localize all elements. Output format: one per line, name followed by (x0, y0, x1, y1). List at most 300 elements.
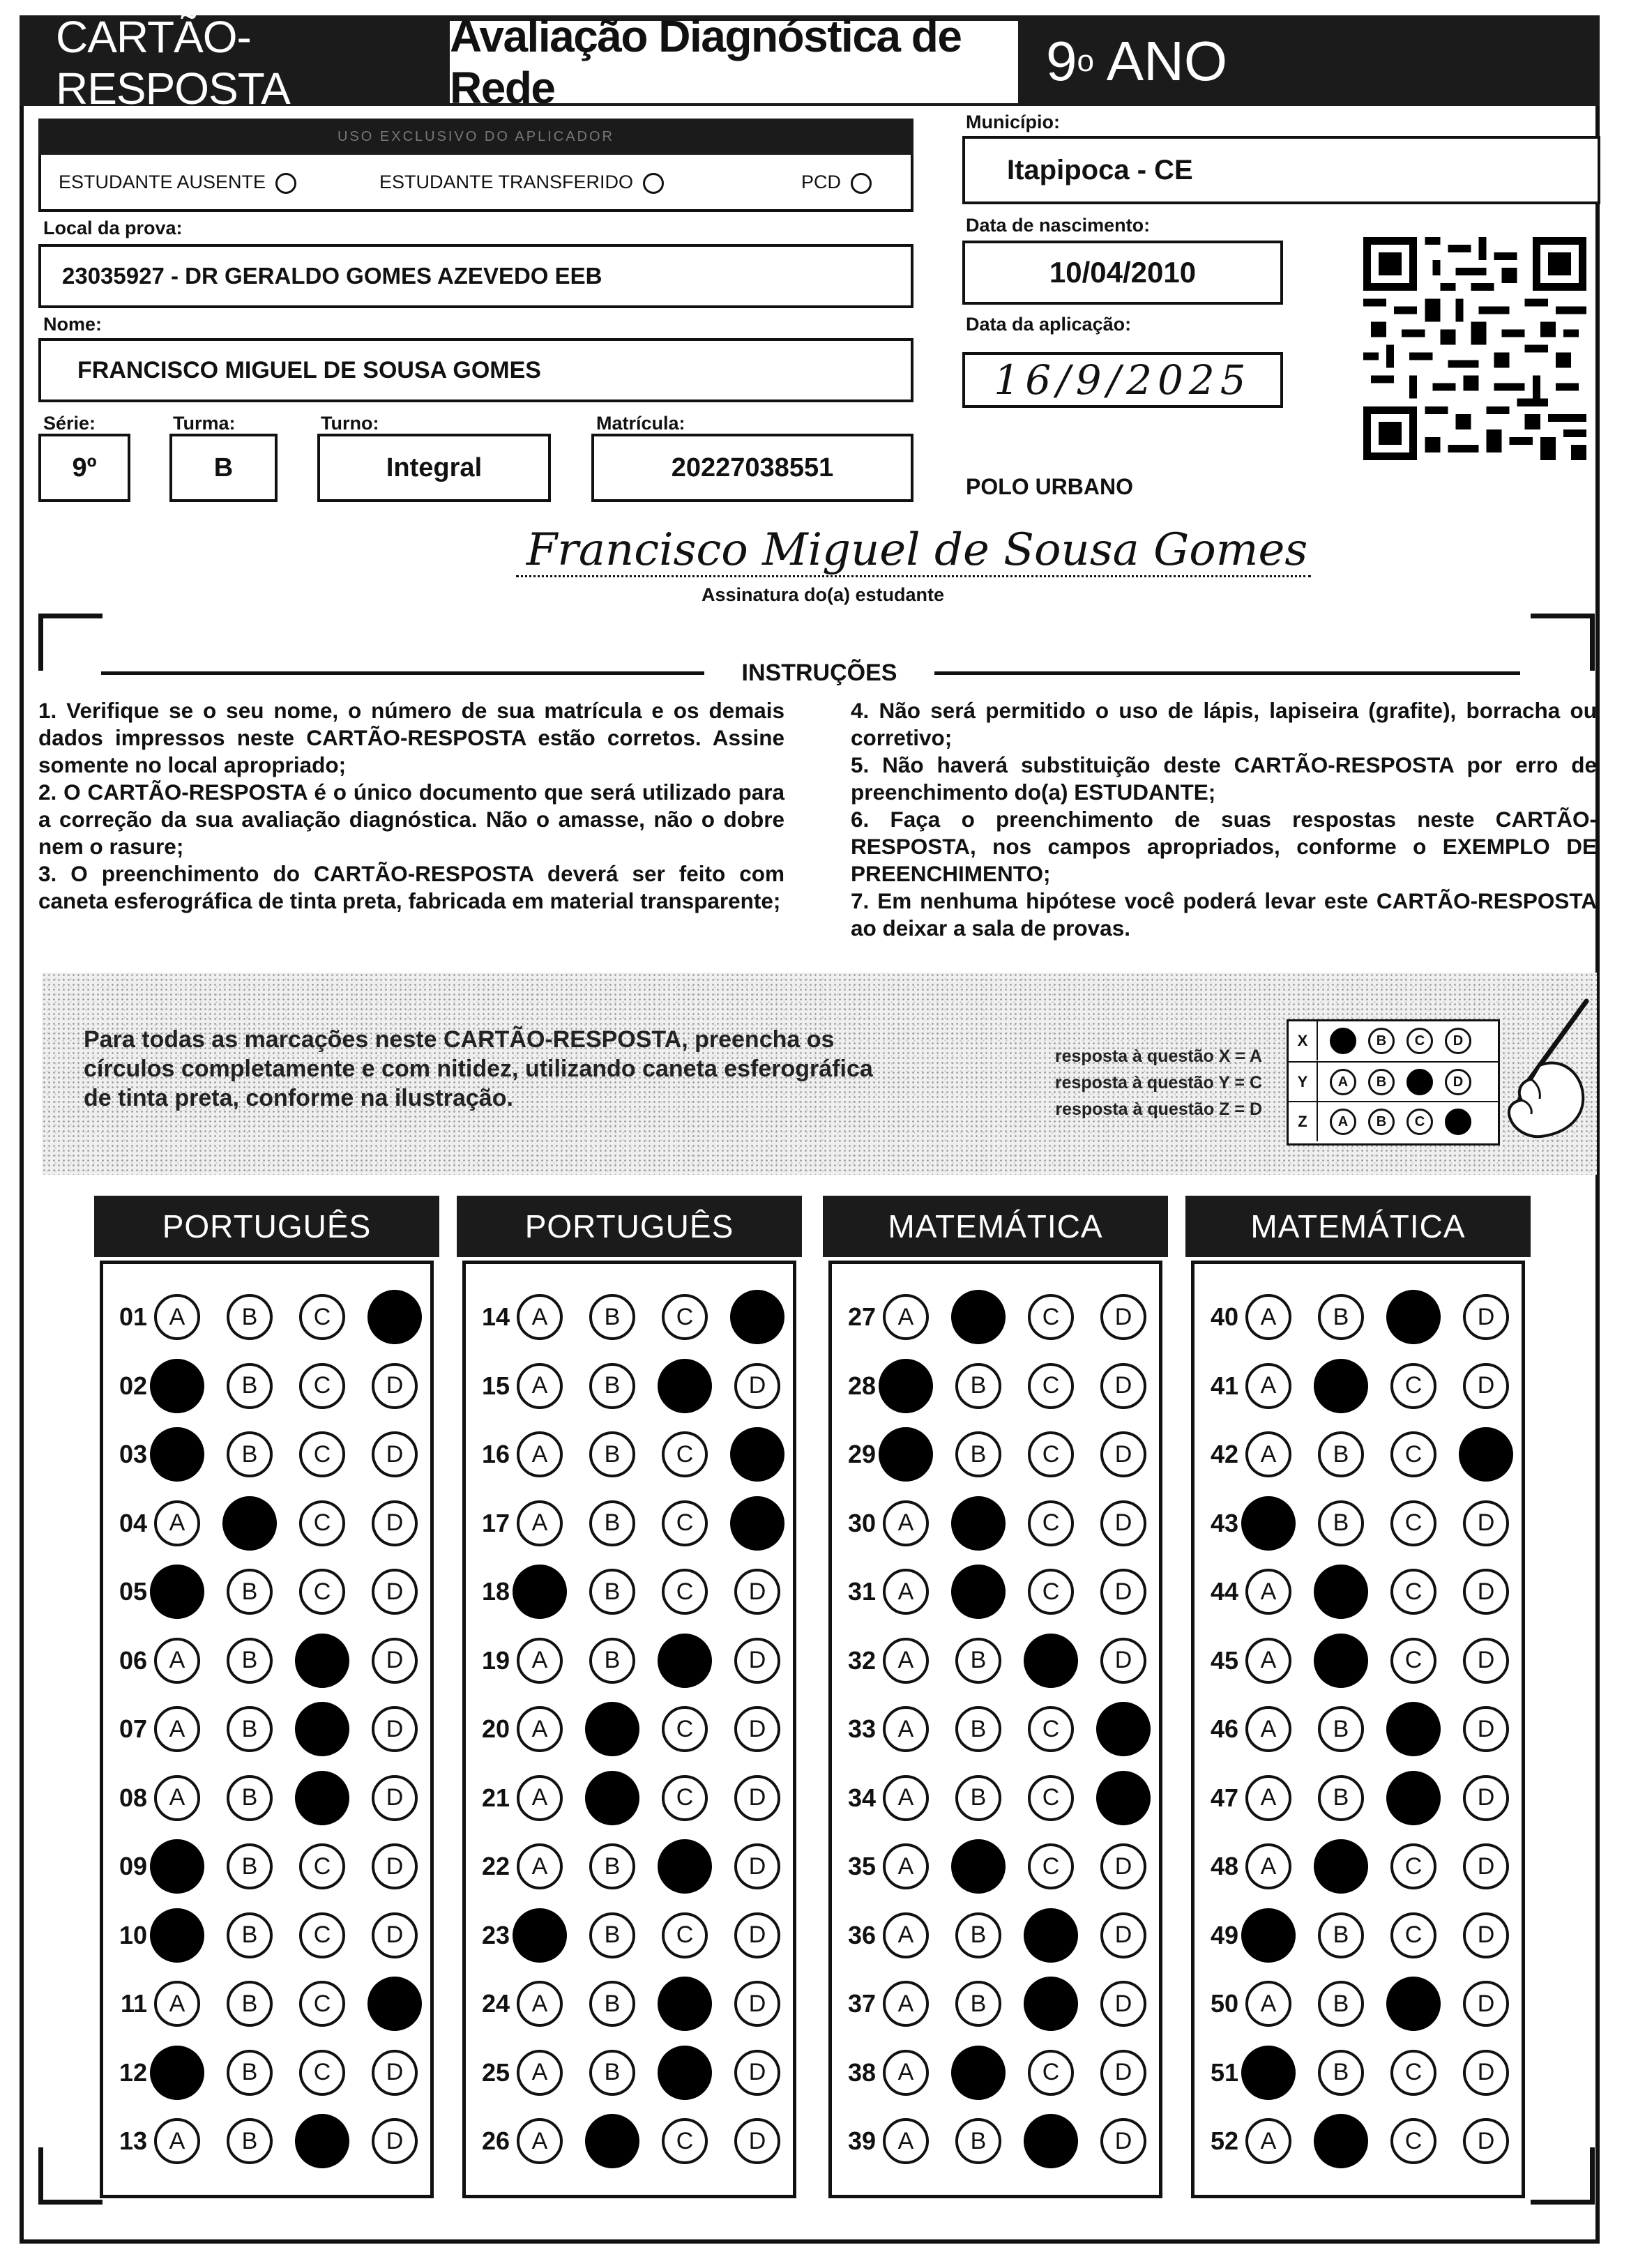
answer-bubble[interactable]: A (154, 2118, 200, 2164)
answer-bubble-filled[interactable] (879, 1427, 933, 1482)
answer-bubble[interactable]: D (1463, 1363, 1509, 1409)
answer-bubble-filled[interactable] (1459, 1427, 1513, 1482)
answer-bubble[interactable]: C (1028, 1569, 1074, 1615)
turno-value: Integral (386, 452, 483, 482)
answer-bubble[interactable]: A (154, 1981, 200, 2027)
answer-bubble[interactable]: B (1318, 1294, 1364, 1340)
question-number: 24 (481, 1989, 510, 2018)
answer-bubble-filled[interactable] (150, 1839, 204, 1894)
question-row (469, 1770, 807, 1826)
answer-bubble[interactable]: B (227, 1981, 273, 2027)
answer-bubble[interactable]: B (1318, 2050, 1364, 2096)
answer-bubble[interactable]: C (1390, 1431, 1436, 1477)
question-row (469, 1976, 807, 2032)
question-number: 28 (847, 1371, 876, 1400)
question-row (107, 1633, 444, 1689)
answer-bubble[interactable]: B (589, 1500, 635, 1546)
option-absent[interactable] (59, 172, 296, 194)
answer-bubble[interactable]: D (1463, 1569, 1509, 1615)
turno-label: Turno: (321, 413, 379, 434)
answer-bubble[interactable]: C (662, 1912, 708, 1958)
answer-bubble[interactable]: A (154, 1294, 200, 1340)
answer-bubble-filled[interactable] (150, 1427, 204, 1482)
answer-bubble-filled[interactable] (1096, 1771, 1151, 1825)
answer-bubble-filled[interactable] (730, 1290, 784, 1344)
answer-bubble[interactable]: C (662, 1294, 708, 1340)
answer-bubble[interactable]: D (1463, 2118, 1509, 2164)
answer-bubble[interactable]: D (372, 1500, 418, 1546)
answer-bubble-filled[interactable] (1386, 1290, 1441, 1344)
answer-bubble[interactable]: A (154, 1706, 200, 1752)
question-number: 21 (481, 1783, 510, 1812)
answer-bubble[interactable]: B (227, 1431, 273, 1477)
legend-x: resposta à questão X = A (1054, 1047, 1262, 1066)
exam-title: Avaliação Diagnóstica de Rede (450, 21, 1018, 103)
answer-bubble[interactable]: D (734, 1912, 780, 1958)
answer-bubble[interactable]: D (1100, 2050, 1146, 2096)
answer-bubble[interactable]: A (1245, 1981, 1291, 2027)
answer-bubble-filled[interactable] (295, 1702, 349, 1756)
answer-bubble[interactable]: A (1245, 1638, 1291, 1684)
answer-bubble[interactable]: B (1318, 1775, 1364, 1821)
question-number: 36 (847, 1920, 876, 1949)
aplicacao-field[interactable] (962, 352, 1283, 408)
answer-bubble[interactable]: D (372, 1706, 418, 1752)
answer-bubble[interactable]: D (1463, 1912, 1509, 1958)
serie-field (38, 434, 130, 502)
answer-bubble[interactable]: D (1100, 1569, 1146, 1615)
answer-bubble-filled[interactable] (1314, 1839, 1368, 1894)
answer-bubble[interactable]: A (517, 1706, 563, 1752)
answer-bubble[interactable]: B (589, 1294, 635, 1340)
aplicacao-value: 16/9/2025 (994, 356, 1252, 404)
answer-bubble[interactable]: D (1463, 1500, 1509, 1546)
answer-bubble[interactable]: A (517, 1981, 563, 2027)
answer-bubble[interactable]: C (299, 1363, 345, 1409)
question-number: 02 (119, 1371, 147, 1400)
answer-bubble-filled[interactable] (295, 1771, 349, 1825)
answer-bubble[interactable]: B (1318, 1500, 1364, 1546)
answer-bubble-filled[interactable] (951, 1496, 1006, 1551)
answer-bubble[interactable]: D (734, 2118, 780, 2164)
answer-bubble-filled[interactable] (1024, 1908, 1078, 1963)
answer-bubble-filled[interactable] (658, 1634, 712, 1688)
municipio-label: Município: (966, 112, 1060, 132)
answer-bubble[interactable]: C (1390, 1569, 1436, 1615)
answer-bubble[interactable]: A (883, 1638, 929, 1684)
answer-bubble-filled[interactable] (1241, 1496, 1296, 1551)
question-number: 17 (481, 1508, 510, 1537)
question-row (1198, 1426, 1535, 1482)
question-number: 05 (119, 1577, 147, 1606)
answer-bubble[interactable]: B (1318, 1912, 1364, 1958)
answer-bubble[interactable]: D (734, 1569, 780, 1615)
answer-bubble-filled[interactable] (1024, 1977, 1078, 2031)
answer-bubble[interactable]: C (1390, 1912, 1436, 1958)
answer-bubble[interactable]: D (1100, 2118, 1146, 2164)
example-bubble: B (1368, 1069, 1395, 1095)
example-row-label: Z (1289, 1102, 1318, 1141)
answer-bubble[interactable]: B (955, 2118, 1001, 2164)
instruction-6: 6. Faça o preenchimento de suas respostas neste CARTÃO-RESPOSTA, nos campos apropriados, conforme o EXEMPLO DE PREENCHIMENTO; (851, 807, 1597, 886)
answer-bubble[interactable]: B (227, 1638, 273, 1684)
question-number: 29 (847, 1440, 876, 1468)
answer-bubble[interactable]: A (1245, 2118, 1291, 2164)
answer-bubble-filled[interactable] (1241, 1908, 1296, 1963)
instructions-left-column (38, 697, 784, 915)
answer-bubble[interactable]: C (299, 1431, 345, 1477)
answer-bubble[interactable]: A (154, 1500, 200, 1546)
answer-bubble[interactable]: D (1463, 1775, 1509, 1821)
answer-bubble[interactable]: D (734, 1638, 780, 1684)
corner-mark-top-left (38, 614, 103, 671)
question-row (107, 1976, 444, 2032)
answer-bubble[interactable]: C (662, 1706, 708, 1752)
question-number: 45 (1210, 1645, 1238, 1675)
answer-bubble[interactable]: D (372, 1843, 418, 1889)
question-number: 51 (1210, 2057, 1238, 2087)
answer-bubble[interactable]: C (1028, 1706, 1074, 1752)
answer-bubble-filled[interactable] (951, 1839, 1006, 1894)
example-bubble (1330, 1028, 1356, 1054)
answer-bubble[interactable]: A (883, 1294, 929, 1340)
answer-bubble[interactable]: A (154, 1638, 200, 1684)
answer-bubble-filled[interactable] (951, 1290, 1006, 1344)
turno-field (317, 434, 551, 502)
answer-bubble[interactable]: C (299, 1569, 345, 1615)
answer-bubble-filled[interactable] (150, 1908, 204, 1963)
question-row (1198, 1770, 1535, 1826)
question-row (469, 1701, 807, 1757)
answer-bubble-filled[interactable] (879, 1359, 933, 1413)
answer-bubble[interactable]: D (1463, 1638, 1509, 1684)
answer-bubble[interactable]: D (1100, 1843, 1146, 1889)
answer-bubble[interactable]: A (517, 1843, 563, 1889)
transferred-bubble[interactable] (643, 173, 664, 194)
example-row-label: Y (1289, 1063, 1318, 1102)
answer-bubble[interactable]: B (589, 2050, 635, 2096)
answer-bubble[interactable]: D (734, 1775, 780, 1821)
question-number: 11 (120, 1989, 147, 2018)
answer-bubble[interactable]: C (662, 1569, 708, 1615)
answer-bubble[interactable]: A (883, 2118, 929, 2164)
answer-bubble[interactable]: A (517, 2050, 563, 2096)
answer-bubble[interactable]: C (662, 1775, 708, 1821)
answer-bubble[interactable]: B (589, 1638, 635, 1684)
answer-bubble[interactable]: C (1028, 1775, 1074, 1821)
answer-bubble[interactable]: C (299, 1294, 345, 1340)
question-number: 38 (847, 2057, 876, 2087)
answer-bubble[interactable]: B (955, 1363, 1001, 1409)
question-number: 15 (481, 1371, 510, 1400)
question-number: 26 (481, 2126, 510, 2155)
answer-bubble[interactable]: C (1390, 2118, 1436, 2164)
answer-bubble[interactable]: D (1100, 1363, 1146, 1409)
answer-bubble[interactable]: C (1028, 1500, 1074, 1546)
question-row (835, 1976, 1173, 2032)
answer-bubble[interactable]: D (1100, 1912, 1146, 1958)
question-row (107, 2045, 444, 2101)
answer-bubble[interactable]: C (299, 2050, 345, 2096)
answer-bubble[interactable]: D (1100, 1638, 1146, 1684)
answer-bubble[interactable]: C (1028, 1843, 1074, 1889)
question-number: 16 (481, 1440, 510, 1468)
answer-bubble[interactable]: A (517, 1431, 563, 1477)
local-field (38, 244, 913, 308)
pcd-bubble[interactable] (851, 173, 872, 194)
answer-bubble[interactable]: D (734, 1706, 780, 1752)
answer-bubble[interactable]: C (299, 1912, 345, 1958)
answer-bubble[interactable]: A (883, 1912, 929, 1958)
question-number: 31 (847, 1577, 876, 1606)
answer-bubble-filled[interactable] (1314, 1565, 1368, 1619)
answer-bubble-filled[interactable] (1314, 2114, 1368, 2168)
question-row (1198, 1839, 1535, 1894)
answer-bubble-filled[interactable] (1024, 1634, 1078, 1688)
answer-bubble-filled[interactable] (658, 1977, 712, 2031)
answer-bubble[interactable]: D (1463, 1843, 1509, 1889)
answer-bubble-filled[interactable] (367, 1977, 422, 2031)
answer-bubble-filled[interactable] (658, 2046, 712, 2100)
answer-bubble-filled[interactable] (585, 1771, 639, 1825)
answer-bubble[interactable]: D (372, 1775, 418, 1821)
answer-bubble[interactable]: A (883, 1706, 929, 1752)
question-number: 14 (481, 1302, 510, 1331)
corner-mark-bottom-left (38, 2147, 103, 2205)
answer-bubble[interactable]: D (372, 2050, 418, 2096)
answer-bubble[interactable]: A (883, 1569, 929, 1615)
answer-bubble[interactable]: D (372, 1569, 418, 1615)
answer-bubble[interactable]: A (1245, 1294, 1291, 1340)
answer-bubble[interactable]: B (589, 1569, 635, 1615)
answer-bubble[interactable]: B (227, 2050, 273, 2096)
answer-bubble[interactable]: B (227, 1363, 273, 1409)
question-row (107, 1701, 444, 1757)
question-number: 48 (1210, 1852, 1238, 1880)
answer-bubble[interactable]: C (1028, 2050, 1074, 2096)
question-number: 22 (481, 1852, 510, 1880)
answer-bubble[interactable]: A (883, 1500, 929, 1546)
answer-bubble[interactable]: C (1390, 1363, 1436, 1409)
example-bubble: A (1330, 1109, 1356, 1135)
answer-bubble[interactable]: B (955, 1775, 1001, 1821)
local-label: Local da prova: (43, 218, 183, 238)
answer-bubble-filled[interactable] (730, 1496, 784, 1551)
answer-bubble[interactable]: B (589, 1363, 635, 1409)
answer-bubble[interactable]: A (883, 1775, 929, 1821)
answer-bubble[interactable]: D (372, 1431, 418, 1477)
answer-bubble[interactable]: C (662, 1500, 708, 1546)
answer-bubble-filled[interactable] (1386, 1977, 1441, 2031)
answer-bubble[interactable]: B (589, 1431, 635, 1477)
answer-bubble-filled[interactable] (1314, 1634, 1368, 1688)
answer-bubble[interactable]: A (154, 1775, 200, 1821)
answer-bubble[interactable]: D (1100, 1981, 1146, 2027)
nascimento-label: Data de nascimento: (966, 215, 1151, 236)
answer-bubble[interactable]: A (883, 2050, 929, 2096)
answer-bubble[interactable]: D (734, 2050, 780, 2096)
matricula-label: Matrícula: (596, 413, 685, 434)
answer-bubble-filled[interactable] (585, 2114, 639, 2168)
question-number: 08 (119, 1783, 147, 1812)
answer-bubble[interactable]: B (1318, 1706, 1364, 1752)
answer-bubble[interactable]: D (1463, 2050, 1509, 2096)
answer-bubble-filled[interactable] (295, 2114, 349, 2168)
answer-bubble[interactable]: A (1245, 1363, 1291, 1409)
question-row (1198, 1633, 1535, 1689)
answer-bubble[interactable]: A (883, 1981, 929, 2027)
grade-suffix: ANO (1093, 30, 1228, 92)
answer-bubble-filled[interactable] (1096, 1702, 1151, 1756)
answer-bubble[interactable]: A (517, 2118, 563, 2164)
matricula-field (591, 434, 913, 502)
example-row-label: X (1289, 1021, 1318, 1060)
answer-bubble[interactable]: D (1463, 1981, 1509, 2027)
answer-bubble[interactable]: A (517, 1500, 563, 1546)
option-pcd[interactable] (801, 172, 872, 194)
question-row (107, 1770, 444, 1826)
answer-bubble[interactable]: D (734, 1843, 780, 1889)
answer-bubble[interactable]: D (734, 1981, 780, 2027)
question-row (835, 1495, 1173, 1551)
answer-bubble[interactable]: A (517, 1294, 563, 1340)
answer-bubble[interactable]: B (227, 2118, 273, 2164)
answer-bubble[interactable]: B (1318, 1431, 1364, 1477)
answer-bubble[interactable]: D (372, 1363, 418, 1409)
question-row (469, 1289, 807, 1345)
question-number: 25 (481, 2057, 510, 2087)
answer-bubble-filled[interactable] (513, 1565, 567, 1619)
answer-bubble-filled[interactable] (150, 2046, 204, 2100)
answer-bubble[interactable]: C (299, 1843, 345, 1889)
answer-bubble[interactable]: D (1100, 1500, 1146, 1546)
answer-bubble-filled[interactable] (222, 1496, 277, 1551)
answer-bubble[interactable]: B (227, 1775, 273, 1821)
answer-bubble[interactable]: D (1463, 1294, 1509, 1340)
example-bubble: D (1445, 1028, 1471, 1054)
question-row (835, 1426, 1173, 1482)
answer-bubble[interactable]: B (589, 1843, 635, 1889)
answer-bubble-filled[interactable] (367, 1290, 422, 1344)
answer-bubble[interactable]: B (227, 1569, 273, 1615)
answer-bubble-filled[interactable] (295, 1634, 349, 1688)
question-row (469, 1564, 807, 1620)
answer-bubble-filled[interactable] (1314, 1359, 1368, 1413)
answer-bubble[interactable]: A (1245, 1843, 1291, 1889)
answer-bubble-filled[interactable] (951, 2046, 1006, 2100)
question-row (1198, 1908, 1535, 1963)
nascimento-value: 10/04/2010 (1049, 256, 1197, 289)
answer-bubble-filled[interactable] (730, 1427, 784, 1482)
answer-bubble[interactable]: A (517, 1363, 563, 1409)
answer-bubble[interactable]: B (589, 1912, 635, 1958)
answer-bubble[interactable]: B (955, 1706, 1001, 1752)
student-signature: Francisco Miguel de Sousa Gomes (526, 524, 1308, 576)
answer-bubble[interactable]: B (955, 1638, 1001, 1684)
example-bubble: C (1406, 1109, 1433, 1135)
answer-bubble-filled[interactable] (1024, 2114, 1078, 2168)
option-transferred[interactable] (379, 172, 664, 194)
answer-bubble[interactable]: A (517, 1638, 563, 1684)
question-row (469, 1495, 807, 1551)
answer-bubble[interactable]: C (662, 1431, 708, 1477)
answer-bubble[interactable]: C (1028, 1363, 1074, 1409)
instructions-title: INSTRUÇÕES (704, 660, 934, 687)
answer-bubble-filled[interactable] (513, 1908, 567, 1963)
question-number: 33 (847, 1714, 876, 1743)
answer-bubble[interactable]: A (1245, 1431, 1291, 1477)
answer-bubble[interactable]: C (299, 1981, 345, 2027)
answer-bubble[interactable]: B (955, 1912, 1001, 1958)
answer-bubble-filled[interactable] (585, 1702, 639, 1756)
answer-bubble[interactable]: C (1028, 1431, 1074, 1477)
answer-bubble[interactable]: C (1390, 2050, 1436, 2096)
answer-bubble-filled[interactable] (1386, 1771, 1441, 1825)
question-number: 07 (119, 1714, 147, 1743)
question-number: 49 (1210, 1920, 1238, 1949)
answer-bubble[interactable]: D (1100, 1294, 1146, 1340)
answer-bubble[interactable]: A (1245, 1569, 1291, 1615)
answer-bubble[interactable]: D (1463, 1706, 1509, 1752)
answer-bubble[interactable]: D (372, 1912, 418, 1958)
answer-bubble[interactable]: C (299, 1500, 345, 1546)
answer-bubble[interactable]: C (1028, 1294, 1074, 1340)
pcd-label: PCD (801, 172, 842, 192)
answer-bubble[interactable]: B (955, 1431, 1001, 1477)
question-row (107, 1495, 444, 1551)
nascimento-field (962, 241, 1283, 305)
answer-bubble[interactable]: B (227, 1294, 273, 1340)
question-row (107, 1358, 444, 1414)
answer-bubble[interactable]: C (1390, 1500, 1436, 1546)
answer-bubble[interactable]: A (1245, 1775, 1291, 1821)
municipio-field (962, 136, 1600, 204)
question-row (835, 2113, 1173, 2169)
answer-bubble[interactable]: A (1245, 1706, 1291, 1752)
answer-bubble[interactable]: D (734, 1363, 780, 1409)
answer-bubble[interactable]: D (1100, 1431, 1146, 1477)
answer-bubble-filled[interactable] (1241, 2046, 1296, 2100)
answer-bubble-filled[interactable] (150, 1565, 204, 1619)
question-number: 35 (847, 1852, 876, 1880)
absent-bubble[interactable] (275, 173, 296, 194)
answer-bubble[interactable]: C (1390, 1638, 1436, 1684)
legend-z: resposta à questão Z = D (1055, 1099, 1262, 1119)
answer-bubble[interactable]: B (227, 1706, 273, 1752)
answer-bubble[interactable]: B (589, 1981, 635, 2027)
answer-bubble[interactable]: D (372, 1638, 418, 1684)
question-number: 47 (1210, 1783, 1238, 1812)
answer-bubble-filled[interactable] (150, 1359, 204, 1413)
answer-bubble-filled[interactable] (1386, 1702, 1441, 1756)
answer-bubble[interactable]: C (1390, 1843, 1436, 1889)
question-row (469, 2113, 807, 2169)
answer-bubble[interactable]: C (662, 2118, 708, 2164)
question-number: 52 (1210, 2126, 1238, 2155)
answer-bubble[interactable]: B (227, 1912, 273, 1958)
answer-bubble[interactable]: D (372, 2118, 418, 2164)
question-number: 18 (481, 1577, 510, 1606)
answer-bubble[interactable]: A (883, 1843, 929, 1889)
answer-bubble[interactable]: B (955, 1981, 1001, 2027)
answer-bubble[interactable]: B (227, 1843, 273, 1889)
answer-bubble-filled[interactable] (658, 1359, 712, 1413)
answer-bubble[interactable]: B (1318, 1981, 1364, 2027)
answer-bubble-filled[interactable] (658, 1839, 712, 1894)
answer-bubble-filled[interactable] (951, 1565, 1006, 1619)
question-number: 09 (119, 1852, 147, 1880)
answer-bubble[interactable]: A (517, 1775, 563, 1821)
